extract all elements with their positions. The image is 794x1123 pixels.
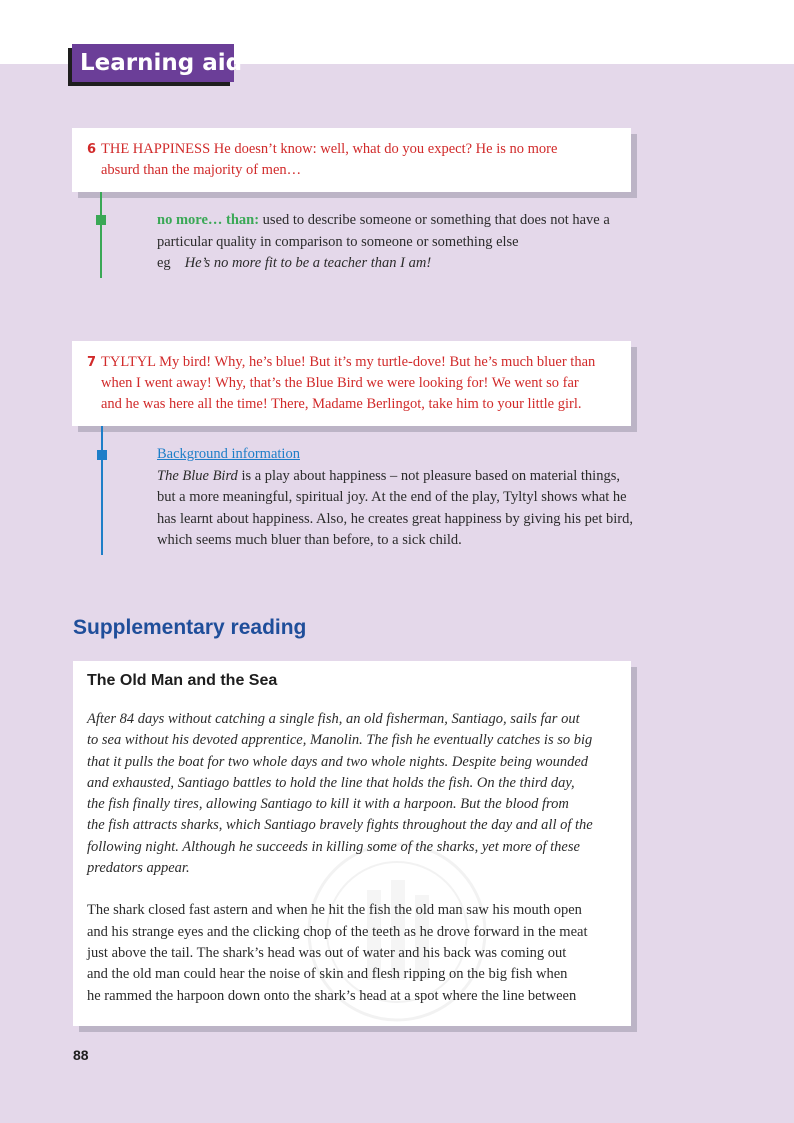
vocab-definition: particular quality in comparison to someone or something else [157,233,519,250]
background-note: Background information The Blue Bird is a play about happiness – not pleasure based on material things, but a more meaningful, spiritual joy. At the end of the play, Tyltyl shows what he has learnt about happiness. Also, he creates great happiness by giving his pet bird, which seems much bluer than before, to a sick child. [157,446,633,548]
learning-aid-tab: Learning aid [72,44,234,82]
vocab-definition: used to describe someone or something that does not have a [259,212,610,228]
note-marker-square [97,450,107,460]
item-number: 6 [87,142,97,157]
quote-line: when I went away! Why, that’s the Blue Bird we were looking for! We went so far [101,375,579,391]
note-marker-square [96,215,106,225]
quote-line: 6 THE HAPPINESS He doesn’t know: well, what do you expect? He is no more [87,139,617,160]
quote-box-6 [72,128,631,192]
example-sentence: He’s no more fit to be a teacher than I am! [184,255,432,271]
example-label: eg [157,255,171,271]
reading-title: The Old Man and the Sea [87,672,278,689]
story-excerpt: The shark closed fast astern and when he hit the fish the old man saw his mouth open and his strange eyes and the clicking chop of the teeth as he drove forward in the meat just above the tail. The shark’s head was out of water and his back was coming out and the old man could hear the noise of skin and flesh ripping on the big fish when he rammed the harpoon down onto the shark’s head at a spot where the line between [87,902,588,1004]
note-connector-line [101,426,103,555]
vocab-term: no more… than: [157,212,260,228]
reading-box [73,661,631,1026]
quote-box-7 [72,341,631,426]
story-summary: After 84 days without catching a single fish, an old fisherman, Santiago, sails far out to sea without his devoted apprentice, Manolin. The fish he eventually catches is so big that it pulls the boat for two whole days and two whole nights. Despite being wounded and exhausted, Santiago battles to hold the line that holds the fish. On the third day, the fish finally tires, allowing Santiago to kill it with a harpoon. But the blood from the fish attracts sharks, which Santiago bravely fights throughout the day and all of the following night. Although he succeeds in killing some of the sharks, yet more of these predators appear. [87,711,593,877]
quote-line: 7 TYLTYL My bird! Why, he’s blue! But it’s my turtle-dove! But he’s much bluer than [87,352,617,373]
item-number: 7 [87,355,97,370]
vocabulary-note [157,210,637,275]
supplementary-reading-heading: Supplementary reading [73,616,307,639]
note-connector-line [100,192,102,278]
page-number: 88 [73,1047,89,1063]
quote-line: and he was here all the time! There, Madame Berlingot, take him to your little girl. [101,396,582,412]
quote-line: absurd than the majority of men… [101,162,302,178]
play-title: The Blue Bird [157,467,238,484]
background-information-heading: Background information [157,446,300,462]
